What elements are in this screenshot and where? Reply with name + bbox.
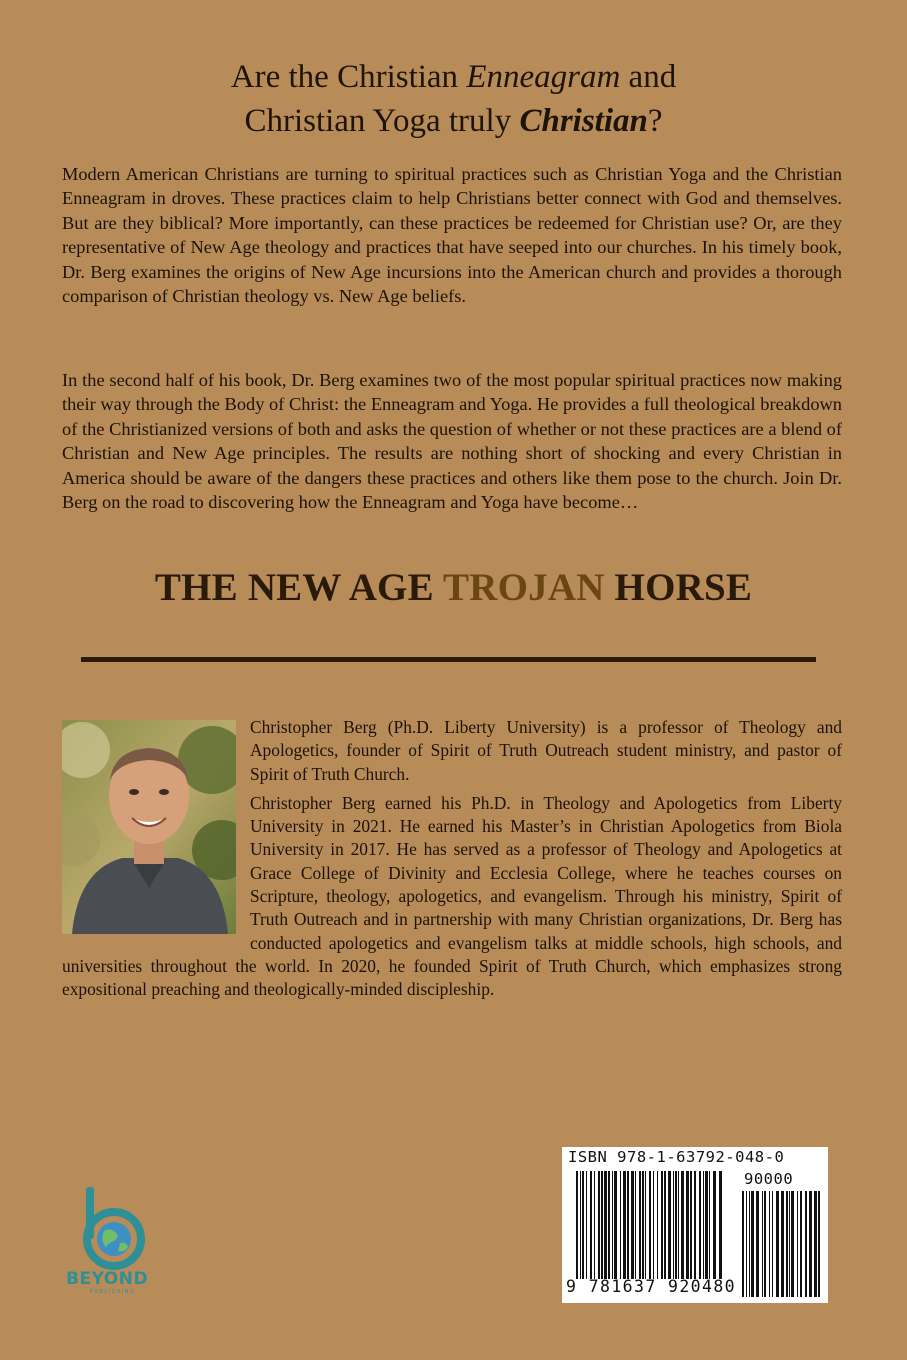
barcode-bar [586, 1171, 587, 1279]
barcode-bar [614, 1171, 617, 1279]
barcode-bar [668, 1171, 671, 1279]
barcode-bar [623, 1171, 626, 1279]
barcode-bar [635, 1171, 636, 1279]
barcode-bar [789, 1191, 790, 1297]
barcode-bar [749, 1191, 750, 1297]
barcode-bar [690, 1171, 692, 1279]
barcode-bar [673, 1171, 674, 1279]
barcode-bar [713, 1171, 716, 1279]
barcode-bar [776, 1191, 779, 1297]
book-title: THE NEW AGE TROJAN HORSE [154, 566, 753, 609]
barcode-bar [699, 1171, 701, 1279]
publisher-logo [62, 1185, 172, 1300]
barcode-bar [645, 1171, 646, 1279]
barcode-bar [639, 1171, 641, 1279]
isbn-label: ISBN 978-1-63792-048-0 [568, 1148, 785, 1166]
section-divider [81, 657, 816, 662]
barcode-bar [653, 1171, 654, 1279]
headline [0, 55, 907, 143]
barcode-bar [809, 1191, 812, 1297]
barcode-bar [742, 1191, 744, 1297]
barcode-bar [612, 1171, 613, 1279]
barcode-bar [709, 1171, 710, 1279]
barcode-bar [772, 1191, 773, 1297]
barcode-number: 9 781637 920480 [566, 1277, 737, 1296]
barcode-bar [661, 1171, 663, 1279]
publisher-tagline: PUBLISHING [90, 1289, 136, 1295]
barcode-bar [805, 1191, 807, 1297]
barcode-bar [781, 1191, 784, 1297]
barcode-bar [675, 1171, 677, 1279]
barcode-bar [764, 1191, 766, 1297]
bio-paragraph-2: Christopher Berg earned his Ph.D. in Theology and Apologetics from Liberty University in 2021. He earned his Master’s in Christian Apologetics from Biola University in 2017. He has served as a professor of Theology and Apologetics at Grace College of Divinity and Ecclesia College, where he teaches courses on Scripture, theology, apologetics, and evangelism. Through his ministry, Spirit of Truth Outreach and in partnership with many Christian organizations, Dr. Berg has conducted apologetics and evangelism talks at middle schools, high schools, and universities throughout the world. In 2020, he founded Spirit of Truth Church, which emphasizes strong expositional preaching and theologically-minded discipleship. [62, 792, 842, 1000]
barcode-bar [786, 1191, 788, 1297]
barcode-bar [601, 1171, 603, 1279]
barcode-bar [657, 1171, 658, 1279]
barcode-bars [576, 1171, 726, 1279]
isbn-barcode [562, 1147, 828, 1303]
barcode-bar [590, 1171, 592, 1279]
barcode-bar [642, 1171, 644, 1279]
barcode-bar [608, 1171, 610, 1279]
barcode-bar [620, 1171, 621, 1279]
bio-paragraph-1: Christopher Berg (Ph.D. Liberty University) is a professor of Theology and Apologetics, founder of Spirit of Truth Outreach student ministry, and pastor of Spirit of Truth Church. [250, 717, 842, 784]
barcode-bar [797, 1191, 798, 1297]
barcode-bar [627, 1171, 629, 1279]
barcode-bar [594, 1171, 595, 1279]
barcode-bar [746, 1191, 747, 1297]
barcode-bar [598, 1171, 600, 1279]
publisher-name: BEYOND [66, 1269, 149, 1289]
price-barcode-bars [742, 1191, 822, 1297]
description-paragraph-1: Modern American Christians are turning to spiritual practices such as Christian Yoga and the Christian Enneagram in droves. These practices claim to help Christians better connect with God and themselves. But are they biblical? More importantly, can these practices be redeemed for Christian use? Or, are they representative of New Age theology and practices that have seeped into our churches. In his timely book, Dr. Berg examines the origins of New Age incursions into the American church and provides a thorough comparison of Christian theology vs. New Age beliefs. [62, 164, 842, 307]
barcode-bar [703, 1171, 704, 1279]
barcode-bar [649, 1171, 651, 1279]
barcode-bar [769, 1191, 770, 1297]
description-paragraph-2: In the second half of his book, Dr. Berg examines two of the most popular spiritual practices now making their way through the Body of Christ: the Enneagram and Yoga. He provides a full theological breakdown of the Christianized versions of both and asks the question of whether or not these practices are a blend of Christian and New Age principles. The results are nothing short of shocking and every Christian in America should be aware of the dangers these practices and others like them pose to the church. Join Dr. Berg on the road to discovering how the Enneagram and Yoga have become… [62, 370, 842, 513]
barcode-bar [762, 1191, 763, 1297]
price-code: 90000 [744, 1170, 794, 1188]
barcode-bar [800, 1191, 802, 1297]
headline-line-2: Christian Yoga truly Christian? [244, 103, 663, 139]
barcode-bar [719, 1171, 722, 1279]
barcode-bar [694, 1171, 696, 1279]
barcode-bar [818, 1191, 820, 1297]
barcode-bar [686, 1171, 689, 1279]
barcode-bar [582, 1171, 584, 1279]
author-bio [62, 716, 842, 1002]
barcode-bar [678, 1171, 679, 1279]
barcode-bar [814, 1191, 817, 1297]
barcode-bar [604, 1171, 607, 1279]
barcode-bar [751, 1191, 754, 1297]
barcode-bar [705, 1171, 708, 1279]
barcode-bar [664, 1171, 666, 1279]
barcode-bar [631, 1171, 634, 1279]
barcode-bar [576, 1171, 578, 1279]
barcode-bar [791, 1191, 794, 1297]
barcode-bar [756, 1191, 759, 1297]
barcode-bar [681, 1171, 684, 1279]
barcode-bar [580, 1171, 581, 1279]
headline-line-1: Are the Christian Enneagram and [230, 59, 677, 95]
